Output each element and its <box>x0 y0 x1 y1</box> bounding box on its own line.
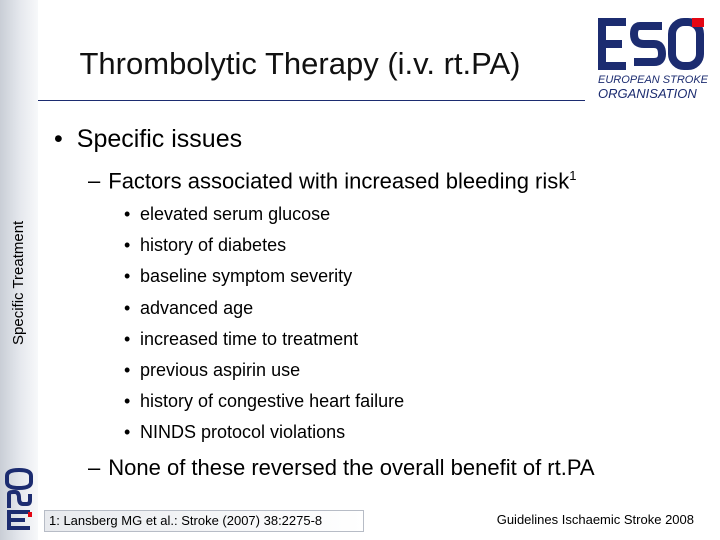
footnote-marker: 1 <box>569 168 577 183</box>
list-item: • NINDS protocol violations <box>124 422 346 443</box>
title-divider <box>38 100 585 101</box>
bullet-dot: • <box>54 125 63 153</box>
factor-list <box>124 200 404 450</box>
subpoint-text: Factors associated with increased bleeding risk <box>108 168 570 194</box>
footer-reference: 1: Lansberg MG et al.: Stroke (2007) 38:2275-8 <box>44 510 364 532</box>
list-item: • advanced age <box>124 297 254 318</box>
logo-line1: EUROPEAN STROKE <box>598 74 709 86</box>
bullet-specific-issues <box>54 125 242 154</box>
bullet-text: Specific issues <box>76 125 243 153</box>
subpoint-overall-benefit <box>88 455 595 481</box>
footer-guidelines: Guidelines Ischaemic Stroke 2008 <box>496 512 694 527</box>
list-item: • history of congestive heart failure <box>124 391 405 412</box>
subpoint-text: None of these reversed the overall benefit of rt.PA <box>108 455 595 480</box>
sidebar-title: Specific Treatment <box>10 220 27 345</box>
dash-marker: – <box>88 455 101 480</box>
list-item: • baseline symptom severity <box>124 266 353 287</box>
eso-vertical-logo-icon <box>3 468 35 530</box>
list-item: • elevated serum glucose <box>124 204 331 224</box>
dash-marker: – <box>88 168 101 194</box>
list-item: • increased time to treatment <box>124 328 359 349</box>
logo-line2: ORGANISATION <box>598 86 697 101</box>
subpoint-bleeding-risk <box>88 168 577 194</box>
list-item: • history of diabetes <box>124 235 287 256</box>
list-item: • previous aspirin use <box>124 359 301 380</box>
page-title: Thrombolytic Therapy (i.v. rt.PA) <box>79 46 521 81</box>
